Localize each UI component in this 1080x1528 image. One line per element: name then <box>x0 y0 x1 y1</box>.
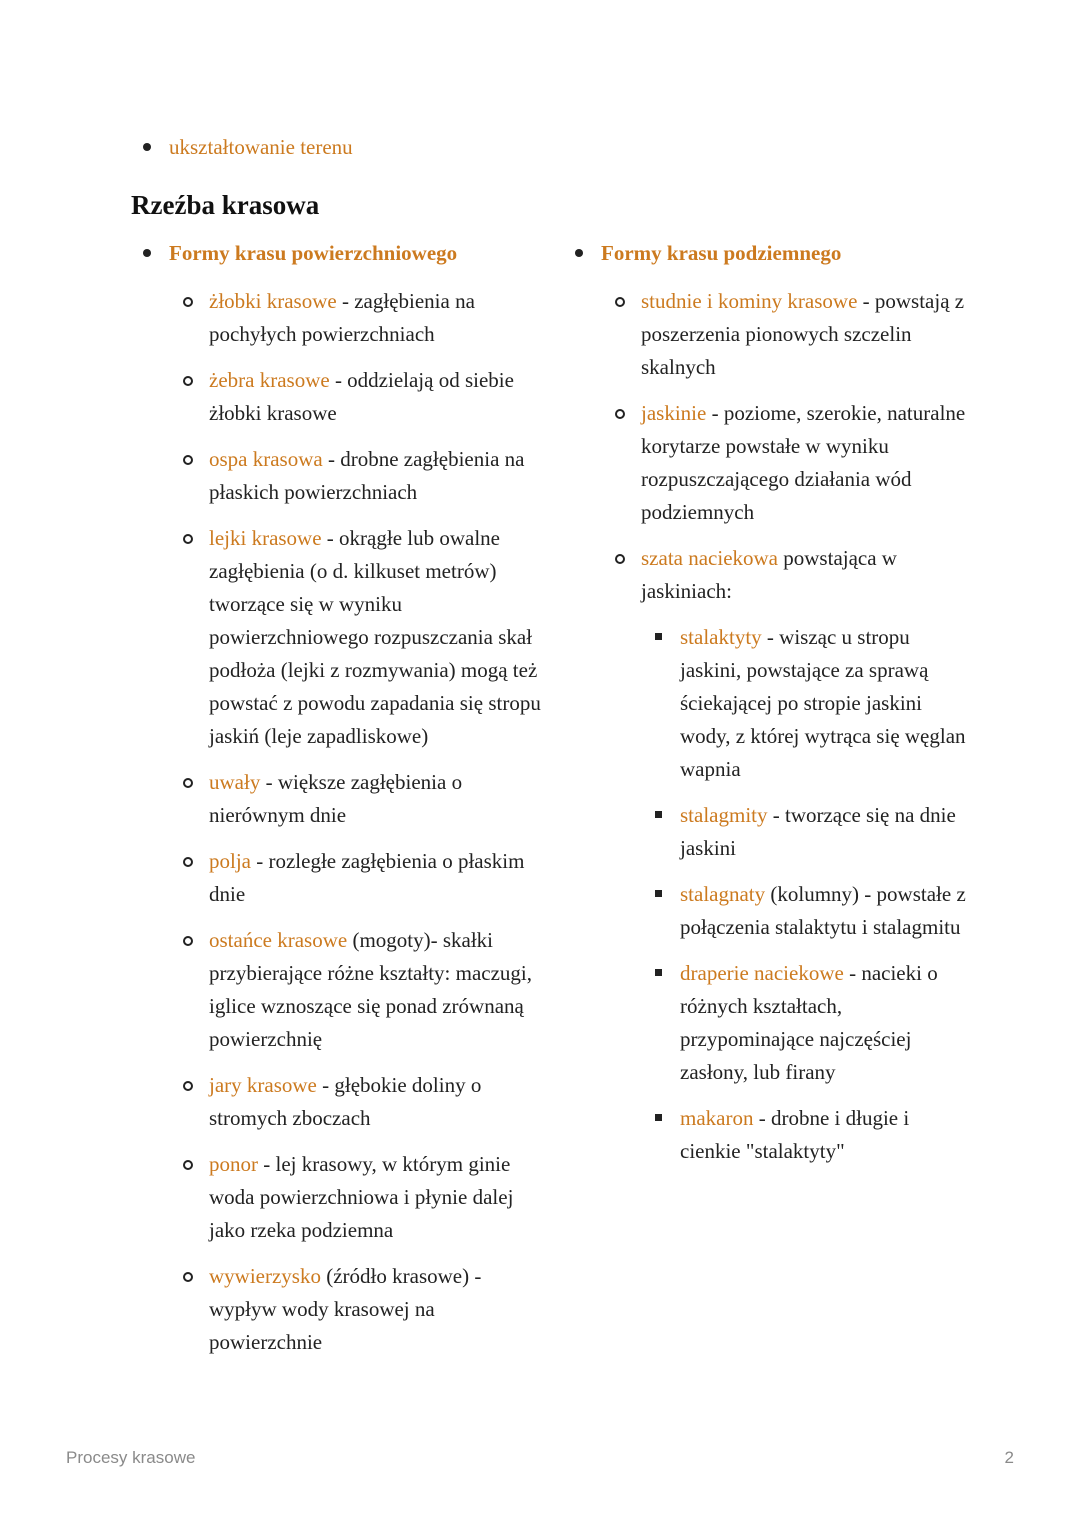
list-item: żebra krasowe - oddzielają od siebie żłobki krasowe <box>143 364 543 430</box>
left-column-title: Formy krasu powierzchniowego <box>143 239 543 267</box>
circle-bullet-icon <box>183 1272 193 1282</box>
circle-bullet-icon <box>183 857 193 867</box>
list-item: szata naciekowa powstająca w jaskiniach: stalaktyty - wisząc u stropu jaskini, powstające za sprawą ściekającej po stropie jaskini wody, z której wytrąca się węglan wapnia stalagmity - tworzące się na dnie jaskini stalagnaty (kolumny) - powstałe z połączenia stalaktytu i stalagmitu draperie naciekowe - nacieki o różnych kształtach, przypominające najczęściej zasłony, lub firany makaron - drobne i długie i cienkie "stalaktyty" <box>575 542 975 1168</box>
top-list-item <box>143 134 353 160</box>
square-bullet-icon <box>655 1114 662 1121</box>
sub-list-item: draperie naciekowe - nacieki o różnych kształtach, przypominające najczęściej zasłony, lub firany <box>641 957 975 1089</box>
bullet-icon <box>143 249 151 257</box>
footer-document-title: Procesy krasowe <box>66 1448 196 1467</box>
list-item: ospa krasowa - drobne zagłębienia na płaskich powierzchniach <box>143 443 543 509</box>
circle-bullet-icon <box>183 376 193 386</box>
sub-list-item: stalaktyty - wisząc u stropu jaskini, powstające za sprawą ściekającej po stropie jaskini wody, z której wytrąca się węglan wapnia <box>641 621 975 786</box>
circle-bullet-icon <box>183 534 193 544</box>
list-item: wywierzysko (źródło krasowe) - wypływ wody krasowej na powierzchnie <box>143 1260 543 1359</box>
list-item: żłobki krasowe - zagłębienia na pochyłych powierzchniach <box>143 285 543 351</box>
list-item: polja - rozległe zagłębienia o płaskim dnie <box>143 845 543 911</box>
underground-forms-list <box>575 285 975 1168</box>
square-bullet-icon <box>655 633 662 640</box>
circle-bullet-icon <box>183 297 193 307</box>
bullet-icon <box>575 249 583 257</box>
circle-bullet-icon <box>183 1160 193 1170</box>
circle-bullet-icon <box>183 455 193 465</box>
surface-forms-list <box>143 285 543 1359</box>
list-item: studnie i kominy krasowe - powstają z poszerzenia pionowych szczelin skalnych <box>575 285 975 384</box>
list-item: uwały - większe zagłębienia o nierównym dnie <box>143 766 543 832</box>
circle-bullet-icon <box>183 1081 193 1091</box>
list-item: ostańce krasowe (mogoty)- skałki przybierające różne kształty: maczugi, iglice wznoszące się ponad zrównaną powierzchnię <box>143 924 543 1056</box>
list-item: ponor - lej krasowy, w którym ginie woda powierzchniowa i płynie dalej jako rzeka podziemna <box>143 1148 543 1247</box>
circle-bullet-icon <box>615 409 625 419</box>
section-heading: Rzeźba krasowa <box>131 190 320 220</box>
circle-bullet-icon <box>183 936 193 946</box>
circle-bullet-icon <box>615 554 625 564</box>
bullet-icon <box>143 143 151 151</box>
circle-bullet-icon <box>615 297 625 307</box>
square-bullet-icon <box>655 890 662 897</box>
list-item: lejki krasowe - okrągłe lub owalne zagłębienia (o d. kilkuset metrów) tworzące się w wyniku powierzchniowego rozpuszczania skał podłoża (lejki z rozmywania) mogą też powstać z powodu zapadania się stropu jaskiń (leje zapadliskowe) <box>143 522 543 753</box>
sub-list-item: stalagnaty (kolumny) - powstałe z połączenia stalaktytu i stalagmitu <box>641 878 975 944</box>
right-column-title: Formy krasu podziemnego <box>575 239 975 267</box>
dripstone-sublist <box>641 621 975 1168</box>
right-column <box>575 239 975 1181</box>
sub-list-item: stalagmity - tworzące się na dnie jaskini <box>641 799 975 865</box>
square-bullet-icon <box>655 969 662 976</box>
left-column <box>143 239 543 1372</box>
footer-page-number: 2 <box>1004 1448 1014 1467</box>
list-item: jary krasowe - głębokie doliny o stromych zboczach <box>143 1069 543 1135</box>
circle-bullet-icon <box>183 778 193 788</box>
sub-list-item: makaron - drobne i długie i cienkie "stalaktyty" <box>641 1102 975 1168</box>
list-item: jaskinie - poziome, szerokie, naturalne korytarze powstałe w wyniku rozpuszczającego działania wód podziemnych <box>575 397 975 529</box>
square-bullet-icon <box>655 811 662 818</box>
top-item-label[interactable]: ukształtowanie terenu <box>169 135 353 159</box>
